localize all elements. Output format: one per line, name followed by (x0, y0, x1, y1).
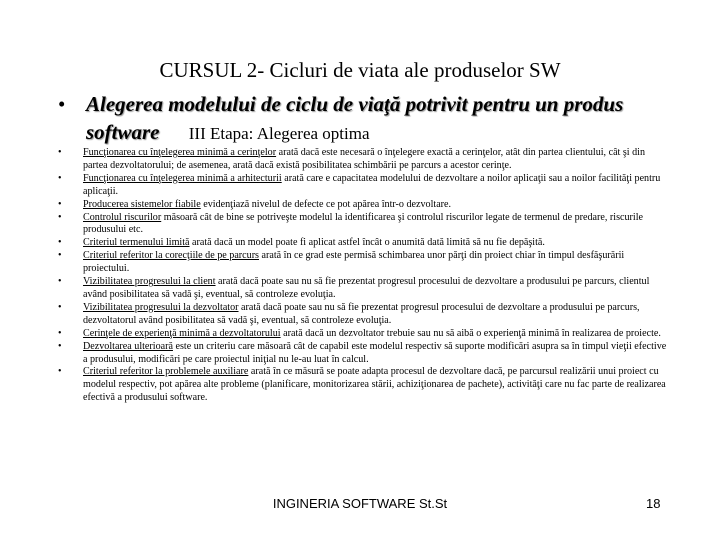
footer-course-label: INGINERIA SOFTWARE St.St (272, 496, 448, 511)
list-item (58, 302, 668, 328)
bullet-dot: • (58, 147, 62, 158)
list-item (58, 276, 668, 302)
list-item (58, 366, 668, 405)
list-item (58, 341, 668, 367)
stage-label: III Etapa: Alegerea optima (188, 124, 370, 143)
main-bullet-dot: • (58, 92, 66, 116)
criterion-description: este un criteriu care măsoară cât de capabil este modelul respectiv să suporte modificări asupra sa în timpul vieţii efective a produsului, modificări pe care proiectul iniţial nu le-au luat în calcul. (83, 340, 667, 365)
criterion-name: Vizibilitatea progresului la client (83, 276, 216, 288)
criterion-description: arată care e capacitatea modelului de dezvoltare a noilor aplicaţii sau a noilor facilităţi pentru aplicaţii. (83, 172, 661, 197)
bullet-dot: • (58, 211, 62, 223)
criterion-description: arată dacă poate sau nu să fie prezentat progresul procesului de dezvoltare a produsului pe parcurs, clientul având posibilitatea să vadă şi, eventual, să controleze evoluţia. (83, 276, 650, 300)
slide-title: CURSUL 2- Cicluri de viata ale produselor SW (159, 58, 561, 82)
criterion-description: arată dacă este necesară o înţelegere exactă a cerinţelor, atât din partea clientului, cât şi din partea dezvoltatorului; de asemenea, arată dacă există posibilitatea schimbării pe parcurs a acestor cerinţe. (83, 147, 646, 171)
criterion-name: Producerea sistemelor fiabile (83, 198, 201, 210)
bullet-dot: • (58, 301, 62, 313)
list-item (58, 199, 668, 212)
criterion-description: arată dacă un model poate fi aplicat astfel încât o anumită dată limită să nu fie depăşită. (189, 237, 545, 249)
bullet-dot: • (58, 198, 62, 210)
bullet-dot: • (58, 250, 62, 262)
criterion-name: Criteriul referitor la problemele auxiliare (83, 366, 249, 378)
criteria-list (58, 147, 668, 405)
main-heading-text: Alegerea modelului de ciclu de viaţă potrivit pentru un produs software (86, 92, 624, 144)
criterion-name: Criteriul referitor la corecţiile de pe parcurs (83, 250, 259, 262)
bullet-dot: • (58, 237, 62, 249)
list-item (58, 237, 668, 250)
criterion-name: Vizibilitatea progresului la dezvoltator (83, 301, 239, 313)
list-item (58, 250, 668, 276)
bullet-dot: • (58, 276, 62, 288)
criterion-name: Funcţionarea cu înţelegerea minimă a arhitecturii (83, 172, 282, 184)
criterion-name: Criteriul termenului limită (83, 237, 190, 249)
criterion-description: arată dacă un dezvoltator trebuie sau nu să aibă o experienţă minimă în realizarea de proiecte. (280, 327, 661, 339)
criterion-name: Funcţionarea cu înţelegerea minimă a cerinţelor (83, 147, 277, 158)
criterion-name: Cerinţele de experienţă minimă a dezvoltatorului (83, 327, 281, 339)
bullet-dot: • (58, 172, 62, 184)
bullet-dot: • (58, 327, 62, 339)
list-item (58, 173, 668, 199)
criterion-description: arată în ce măsură se poate adapta procesul de dezvoltare dacă, pe parcursul realizării unui proiect cu modelul respectiv, pot apărea alte probleme (planificare, monitorizarea stării, achiziţionarea de pachete), activităţi care nu fac parte de realizarea efectivă a produsului software. (83, 366, 666, 404)
list-item (58, 147, 668, 173)
list-item (58, 328, 668, 341)
bullet-dot: • (58, 340, 62, 352)
bullet-dot: • (58, 366, 62, 378)
criterion-description: arată dacă poate sau nu să fie prezentat progresul procesului de dezvoltare a produsului pe parcurs, dezvoltatorul având posibilitatea să vadă şi, eventual, să controleze evoluţia. (83, 301, 640, 326)
criterion-description: evidenţiază nivelul de defecte ce pot apărea într-o dezvoltare. (200, 198, 452, 210)
criterion-description: arată în ce grad este permisă schimbarea unor părţi din proiect chiar în timpul desfăşurării proiectului. (83, 250, 625, 275)
main-heading (86, 90, 686, 148)
criterion-name: Controlul riscurilor (83, 211, 162, 223)
list-item (58, 212, 668, 238)
criterion-name: Dezvoltarea ulterioară (83, 340, 173, 352)
slide-number: 18 (646, 496, 661, 511)
criterion-description: măsoară cât de bine se potriveşte modelul la identificarea şi controlul riscurilor legate de termenul de predare, riscurile produsului etc. (83, 211, 643, 236)
